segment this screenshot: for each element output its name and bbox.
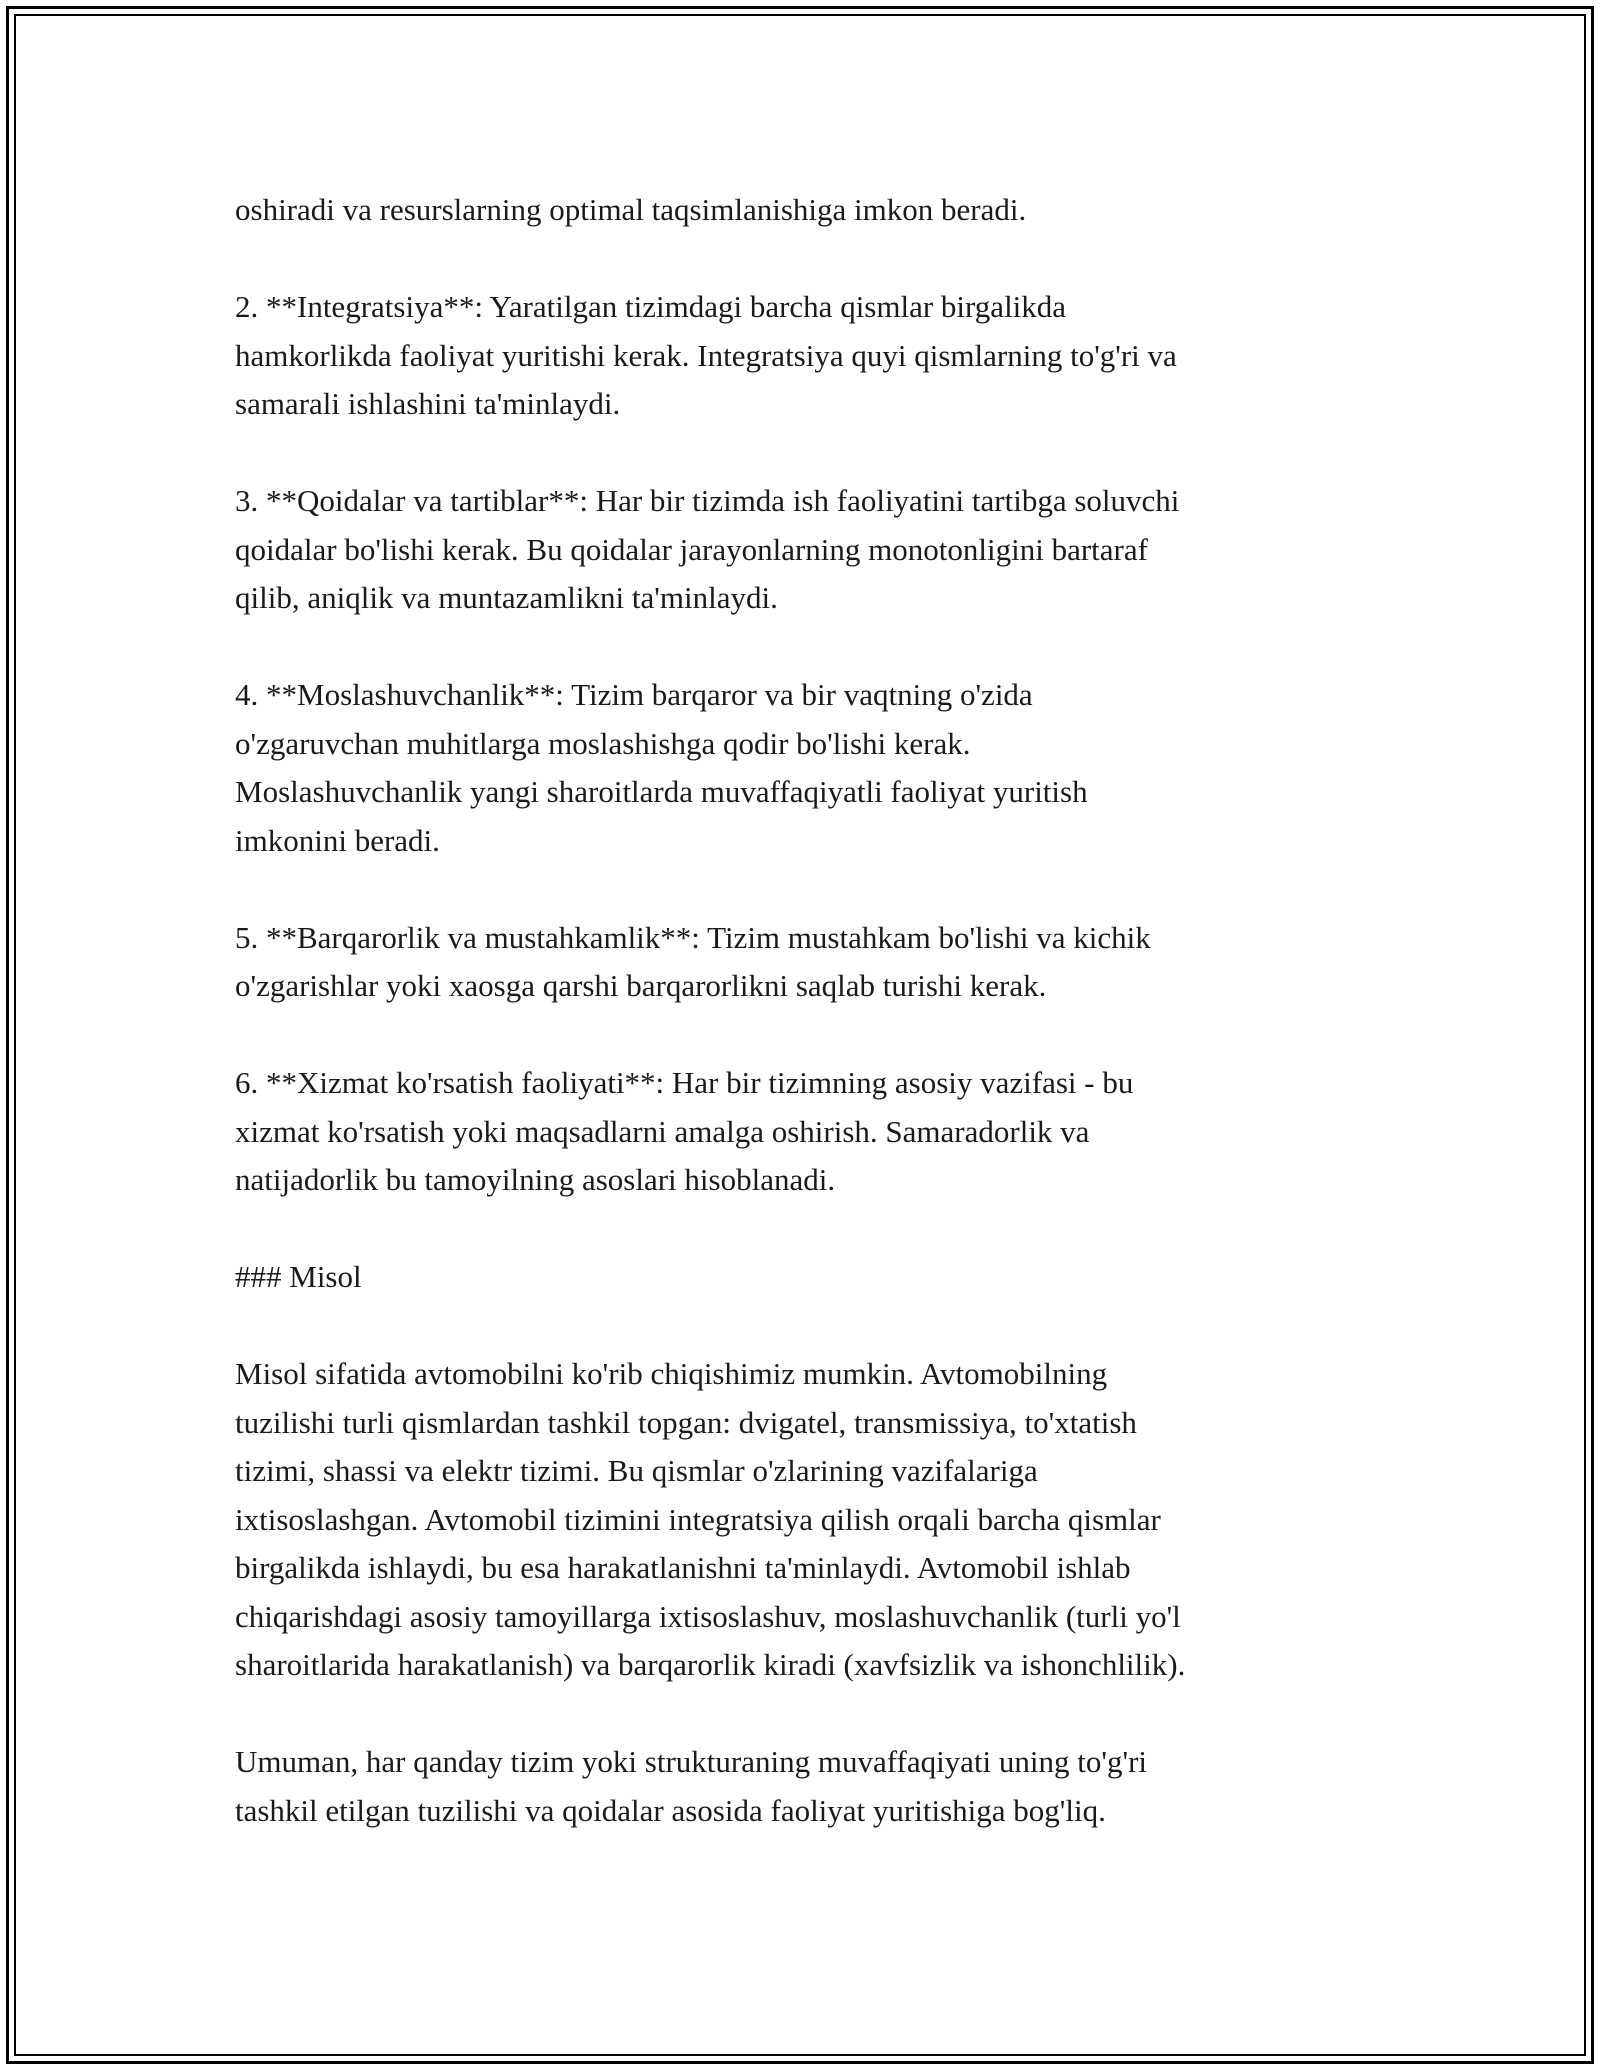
paragraph-conclusion: Umuman, har qanday tizim yoki strukturaning muvaffaqiyati uning to'g'ri tashkil etilgan tuzilishi va qoidalar asosida faoliyat yuritishiga bog'liq. — [235, 1744, 1148, 1828]
list-item-xizmat: 6. **Xizmat ko'rsatish faoliyati**: Har bir tizimning asosiy vazifasi - bu xizmat ko'rsatish yoki maqsadlarni amalga oshirish. Samaradorlik va natijadorlik bu tamoyilning asoslari hisoblanadi. — [235, 1065, 1134, 1197]
list-item-moslashuvchanlik: 4. **Moslashuvchanlik**: Tizim barqaror va bir vaqtning o'zida o'zgaruvchan muhitlarga moslashishga qodir bo'lishi kerak. Moslashuvchanlik yangi sharoitlarda muvaffaqiyatli faoliyat yuritish imkonini beradi. — [235, 677, 1088, 858]
list-item-qoidalar: 3. **Qoidalar va tartiblar**: Har bir tizimda ish faoliyatini tartibga soluvchi qoidalar bo'lishi kerak. Bu qoidalar jarayonlarning monotonligini bartaraf qilib, aniqlik va muntazamlikni ta'minlaydi. — [235, 483, 1180, 615]
paragraph-continuation: oshiradi va resurslarning optimal taqsimlanishiga imkon beradi. — [235, 192, 1027, 227]
list-item-barqarorlik: 5. **Barqarorlik va mustahkamlik**: Tizim mustahkam bo'lishi va kichik o'zgarishlar yoki xaosga qarshi barqarorlikni saqlab turishi kerak. — [235, 919, 1151, 1003]
section-heading-misol: ### Misol — [235, 1259, 362, 1294]
list-item-integratsiya: 2. **Integratsiya**: Yaratilgan tizimdagi barcha qismlar birgalikda hamkorlikda faoliyat yuritishi kerak. Integratsiya quyi qismlarning to'g'ri va samarali ishlashini ta'minlaydi. — [235, 289, 1177, 421]
paragraph-example: Misol sifatida avtomobilni ko'rib chiqishimiz mumkin. Avtomobilning tuzilishi turli qismlardan tashkil topgan: dvigatel, transmissiya, to'xtatish tizimi, shassi va elektr tizimi. Bu qismlar o'zlarining vazifalariga ixtisoslashgan. Avtomobil tizimini integratsiya qilish orqali barcha qismlar birgalikda ishlaydi, bu esa harakatlanishni ta'minlaydi. Avtomobil ishlab chiqarishdagi asosiy tamoyillarga ixtisoslashuv, moslashuvchanlik (turli yo'l sharoitlarida harakatlanish) va barqarorlik kiradi (xavfsizlik va ishonchlilik). — [235, 1356, 1186, 1682]
document-body — [235, 186, 1385, 1835]
